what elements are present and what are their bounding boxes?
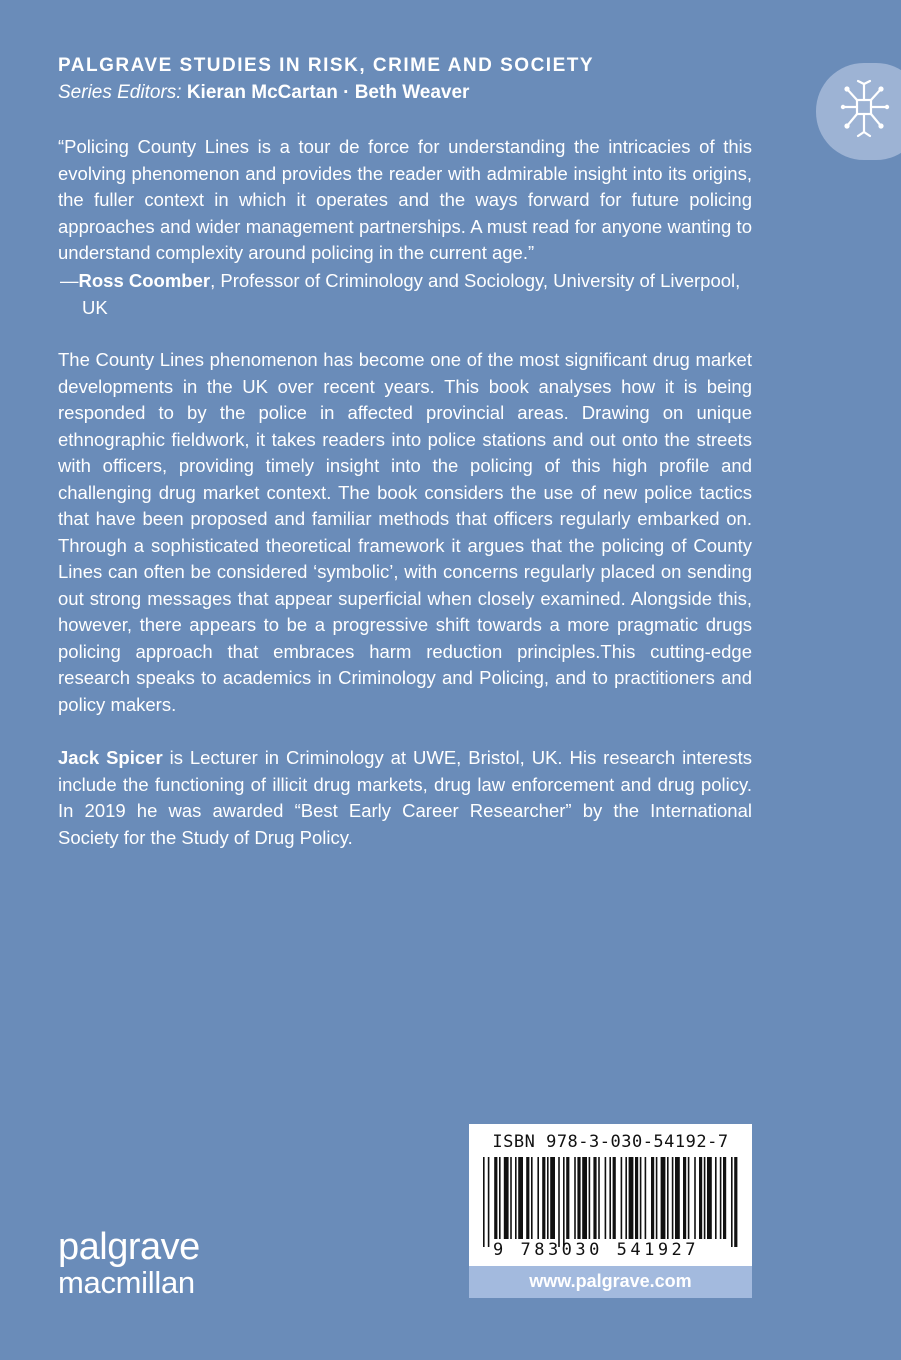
barcode-bar xyxy=(515,1157,517,1239)
barcode-bar xyxy=(640,1157,642,1239)
barcode-bar xyxy=(704,1157,706,1239)
barcode-bar xyxy=(518,1157,523,1239)
series-editors xyxy=(58,82,469,104)
barcode-bar xyxy=(621,1157,623,1239)
barcode-bar xyxy=(542,1157,545,1239)
quote-author: Ross Coomber xyxy=(78,270,211,291)
barcode-bars xyxy=(481,1157,740,1247)
barcode-bar xyxy=(675,1157,680,1239)
publisher-url: www.palgrave.com xyxy=(469,1266,752,1298)
barcode-bar xyxy=(651,1157,654,1239)
publisher-logo-palgrave: palgrave xyxy=(58,1226,200,1268)
barcode-bar xyxy=(547,1157,549,1239)
barcode-bar xyxy=(731,1157,733,1247)
barcode-bar xyxy=(550,1157,555,1239)
author-bio-text: is Lecturer in Criminology at UWE, Bristol, UK. His research interests include the functioning of illicit drug markets, drug law enforcement and drug policy. In 2019 he was awarded “Best Early Career Researcher” by the International Society for the Study of Drug Policy. xyxy=(58,747,752,848)
barcode-bar xyxy=(694,1157,696,1239)
barcode-bar xyxy=(629,1157,634,1239)
barcode-bar xyxy=(483,1157,485,1247)
barcode-bar xyxy=(605,1157,607,1239)
barcode-bar xyxy=(598,1157,600,1239)
barcode-bar xyxy=(613,1157,616,1239)
barcode-bar xyxy=(531,1157,533,1239)
author-bio xyxy=(58,745,752,851)
barcode-bar xyxy=(734,1157,737,1247)
barcode-bar xyxy=(715,1157,717,1239)
quote-attribution xyxy=(60,268,742,321)
barcode-bar xyxy=(635,1157,638,1239)
author-name: Jack Spicer xyxy=(58,747,163,768)
isbn-label: ISBN 978-3-030-54192-7 xyxy=(492,1132,729,1152)
barcode-bar xyxy=(707,1157,712,1239)
barcode-bar xyxy=(577,1157,580,1239)
isbn-barcode xyxy=(469,1124,752,1266)
barcode-bar xyxy=(672,1157,674,1239)
barcode-digits: 9 783030 541927 xyxy=(493,1240,700,1260)
barcode-bar xyxy=(563,1157,565,1247)
barcode-bar xyxy=(488,1157,490,1247)
barcode-bar xyxy=(494,1157,497,1239)
barcode-bar xyxy=(625,1157,627,1239)
barcode-bar xyxy=(593,1157,596,1239)
barcode-bar xyxy=(499,1157,501,1239)
barcode-bar xyxy=(720,1157,722,1239)
barcode-bar xyxy=(537,1157,539,1239)
barcode-bar xyxy=(688,1157,690,1239)
barcode-bar xyxy=(667,1157,669,1239)
barcode-bar xyxy=(526,1157,529,1239)
palgrave-emblem xyxy=(816,63,901,160)
series-editors-label: Series Editors: xyxy=(58,82,182,103)
book-description: The County Lines phenomenon has become one of the most significant drug market developments in the UK over recent years. This book analyses how it is being responded to by the police in affected provincial areas. Drawing on unique ethnographic fieldwork, it takes readers into police stations and out onto the streets with officers, providing timely insight into the policing of this high profile and challenging drug market context. The book considers the use of new police tactics that have been proposed and familiar methods that officers regularly embarked on. Through a sophisticated theoretical framework it argues that the policing of County Lines can often be considered ‘symbolic’, with concerns regularly placed on sending out strong messages that appear superficial when closely examined. Alongside this, however, there appears to be a progressive shift towards a more pragmatic drugs policing approach that embraces harm reduction principles.This cutting-edge research speaks to academics in Criminology and Policing, and to practitioners and policy makers. xyxy=(58,349,752,715)
attribution-dash: — xyxy=(60,270,79,291)
barcode-bar xyxy=(558,1157,560,1247)
barcode-bar xyxy=(609,1157,611,1239)
barcode-bar xyxy=(504,1157,509,1239)
endorsement-quote: “Policing County Lines is a tour de force for understanding the intricacies of this evolving phenomenon and provides the reader with admirable insight into its origins, the fuller context in which it operates and the ways forward for future policing approaches and wider management partnerships. A must read for anyone wanting to understand complexity around policing in the current age.” xyxy=(58,136,752,263)
barcode-bar xyxy=(645,1157,647,1239)
barcode-bar xyxy=(510,1157,512,1239)
barcode-bar xyxy=(589,1157,591,1239)
barcode-bar xyxy=(656,1157,658,1239)
barcode-bar xyxy=(683,1157,686,1239)
palgrave-network-icon xyxy=(839,78,891,138)
barcode-bar xyxy=(566,1157,569,1239)
quote-affiliation: , Professor of Criminology and Sociology, University of Liverpool, UK xyxy=(82,270,741,318)
series-editors-names: Kieran McCartan · Beth Weaver xyxy=(186,82,470,103)
barcode-bar xyxy=(582,1157,587,1239)
barcode-bar xyxy=(574,1157,576,1239)
barcode-bar xyxy=(699,1157,702,1239)
publisher-logo-macmillan: macmillan xyxy=(58,1265,195,1300)
series-title: PALGRAVE STUDIES IN RISK, CRIME AND SOCIETY xyxy=(58,55,595,76)
barcode-bar xyxy=(723,1157,726,1239)
barcode-bar xyxy=(661,1157,666,1239)
